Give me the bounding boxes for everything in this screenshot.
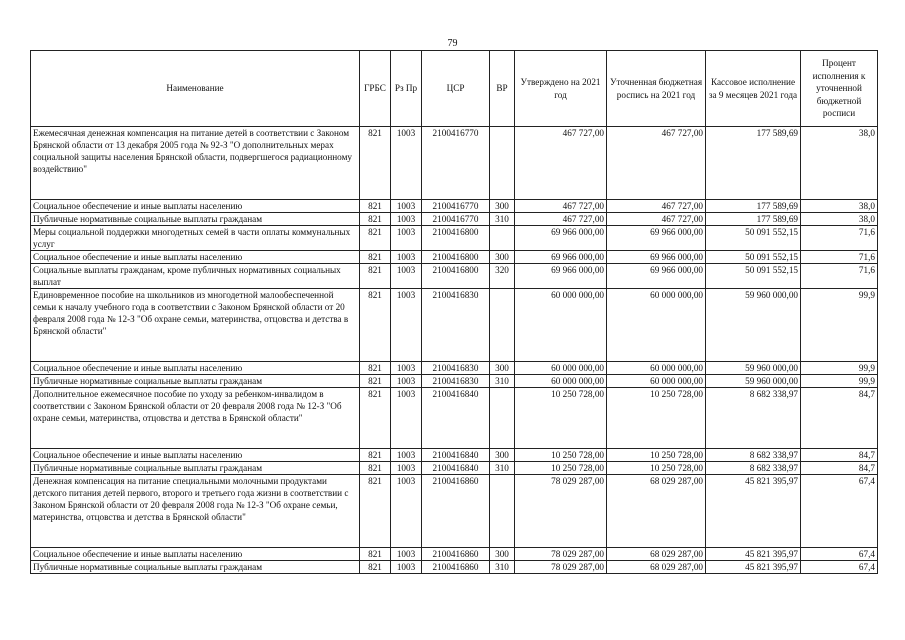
header-csr: ЦСР	[422, 51, 490, 127]
cell-vr	[490, 289, 515, 362]
table-row	[31, 548, 878, 561]
cell-rzpr: 1003	[391, 561, 422, 574]
cell-cash: 59 960 000,00	[706, 375, 801, 388]
header-grbs: ГРБС	[360, 51, 391, 127]
table-row	[31, 462, 878, 475]
cell-percent: 99,9	[801, 362, 878, 375]
cell-percent: 38,0	[801, 127, 878, 200]
cell-grbs: 821	[360, 548, 391, 561]
cell-refined: 69 966 000,00	[607, 264, 706, 289]
cell-approved: 78 029 287,00	[515, 548, 607, 561]
cell-grbs: 821	[360, 251, 391, 264]
table-row	[31, 449, 878, 462]
table-row	[31, 226, 878, 251]
cell-vr	[490, 127, 515, 200]
cell-approved: 467 727,00	[515, 213, 607, 226]
cell-name: Ежемесячная денежная компенсация на питание детей в соответствии с Законом Брянской области от 13 декабря 2005 года № 92-З "О дополнительных мерах социальной защиты населения Брянской области, подвергшегося радиационному воздействию"	[31, 127, 360, 200]
cell-rzpr: 1003	[391, 375, 422, 388]
cell-rzpr: 1003	[391, 127, 422, 200]
cell-csr: 2100416830	[422, 362, 490, 375]
cell-vr: 300	[490, 548, 515, 561]
cell-refined: 467 727,00	[607, 127, 706, 200]
cell-vr: 310	[490, 375, 515, 388]
cell-grbs: 821	[360, 388, 391, 449]
cell-refined: 10 250 728,00	[607, 388, 706, 449]
cell-name: Денежная компенсация на питание специальными молочными продуктами детского питания детей первого, второго и третьего года жизни в соответствии с Законом Брянской области от 20 февраля 2008 года № 12-З "Об охране семьи, материнства, отцовства и детства в Брянской области"	[31, 475, 360, 548]
header-rzpr: Рз Пр	[391, 51, 422, 127]
cell-vr: 300	[490, 251, 515, 264]
cell-percent: 67,4	[801, 548, 878, 561]
cell-grbs: 821	[360, 127, 391, 200]
cell-grbs: 821	[360, 264, 391, 289]
cell-percent: 99,9	[801, 375, 878, 388]
cell-percent: 99,9	[801, 289, 878, 362]
cell-refined: 68 029 287,00	[607, 548, 706, 561]
cell-percent: 71,6	[801, 226, 878, 251]
cell-approved: 78 029 287,00	[515, 475, 607, 548]
cell-rzpr: 1003	[391, 289, 422, 362]
cell-grbs: 821	[360, 561, 391, 574]
cell-name: Публичные нормативные социальные выплаты гражданам	[31, 375, 360, 388]
cell-grbs: 821	[360, 226, 391, 251]
cell-refined: 60 000 000,00	[607, 289, 706, 362]
cell-vr: 300	[490, 362, 515, 375]
cell-name: Публичные нормативные социальные выплаты гражданам	[31, 462, 360, 475]
cell-csr: 2100416860	[422, 561, 490, 574]
cell-cash: 50 091 552,15	[706, 226, 801, 251]
cell-cash: 59 960 000,00	[706, 289, 801, 362]
header-cash: Кассовое исполнение за 9 месяцев 2021 года	[706, 51, 801, 127]
cell-cash: 177 589,69	[706, 213, 801, 226]
header-name: Наименование	[31, 51, 360, 127]
cell-refined: 467 727,00	[607, 200, 706, 213]
cell-cash: 45 821 395,97	[706, 561, 801, 574]
cell-rzpr: 1003	[391, 213, 422, 226]
header-refined: Уточненная бюджетная роспись на 2021 год	[607, 51, 706, 127]
cell-percent: 38,0	[801, 213, 878, 226]
cell-csr: 2100416830	[422, 375, 490, 388]
cell-percent: 84,7	[801, 388, 878, 449]
cell-rzpr: 1003	[391, 548, 422, 561]
cell-vr: 310	[490, 462, 515, 475]
cell-refined: 60 000 000,00	[607, 362, 706, 375]
cell-vr: 300	[490, 200, 515, 213]
cell-rzpr: 1003	[391, 264, 422, 289]
cell-csr: 2100416840	[422, 449, 490, 462]
cell-csr: 2100416840	[422, 388, 490, 449]
cell-vr	[490, 388, 515, 449]
cell-approved: 467 727,00	[515, 127, 607, 200]
cell-name: Социальное обеспечение и иные выплаты населению	[31, 362, 360, 375]
cell-rzpr: 1003	[391, 251, 422, 264]
cell-rzpr: 1003	[391, 475, 422, 548]
table-row	[31, 264, 878, 289]
cell-refined: 69 966 000,00	[607, 226, 706, 251]
cell-refined: 10 250 728,00	[607, 449, 706, 462]
cell-cash: 177 589,69	[706, 127, 801, 200]
cell-rzpr: 1003	[391, 200, 422, 213]
cell-cash: 8 682 338,97	[706, 449, 801, 462]
header-percent: Процент исполнения к уточненной бюджетной росписи	[801, 51, 878, 127]
cell-refined: 467 727,00	[607, 213, 706, 226]
cell-cash: 50 091 552,15	[706, 251, 801, 264]
cell-csr: 2100416860	[422, 475, 490, 548]
cell-approved: 10 250 728,00	[515, 449, 607, 462]
cell-approved: 78 029 287,00	[515, 561, 607, 574]
cell-approved: 60 000 000,00	[515, 289, 607, 362]
cell-name: Дополнительное ежемесячное пособие по уходу за ребенком-инвалидом в соответствии с Законом Брянской области от 20 февраля 2008 года № 12-З "Об охране семьи, материнства, отцовства и детства в Брянской области"	[31, 388, 360, 449]
cell-vr	[490, 475, 515, 548]
cell-vr: 300	[490, 449, 515, 462]
table-row	[31, 388, 878, 449]
cell-approved: 60 000 000,00	[515, 375, 607, 388]
header-vr: ВР	[490, 51, 515, 127]
cell-cash: 45 821 395,97	[706, 475, 801, 548]
table-row	[31, 200, 878, 213]
cell-grbs: 821	[360, 375, 391, 388]
cell-csr: 2100416830	[422, 289, 490, 362]
cell-csr: 2100416770	[422, 127, 490, 200]
cell-grbs: 821	[360, 362, 391, 375]
cell-approved: 69 966 000,00	[515, 226, 607, 251]
table-row	[31, 213, 878, 226]
cell-csr: 2100416770	[422, 200, 490, 213]
cell-cash: 45 821 395,97	[706, 548, 801, 561]
cell-refined: 60 000 000,00	[607, 375, 706, 388]
cell-rzpr: 1003	[391, 362, 422, 375]
cell-cash: 59 960 000,00	[706, 362, 801, 375]
cell-rzpr: 1003	[391, 388, 422, 449]
cell-refined: 69 966 000,00	[607, 251, 706, 264]
table-row	[31, 561, 878, 574]
cell-refined: 10 250 728,00	[607, 462, 706, 475]
cell-grbs: 821	[360, 462, 391, 475]
cell-name: Социальные выплаты гражданам, кроме публичных нормативных социальных выплат	[31, 264, 360, 289]
cell-csr: 2100416840	[422, 462, 490, 475]
cell-approved: 10 250 728,00	[515, 462, 607, 475]
cell-percent: 84,7	[801, 462, 878, 475]
cell-vr: 320	[490, 264, 515, 289]
cell-refined: 68 029 287,00	[607, 475, 706, 548]
cell-percent: 84,7	[801, 449, 878, 462]
table-row	[31, 375, 878, 388]
cell-csr: 2100416800	[422, 226, 490, 251]
cell-percent: 67,4	[801, 561, 878, 574]
cell-grbs: 821	[360, 475, 391, 548]
cell-name: Социальное обеспечение и иные выплаты населению	[31, 200, 360, 213]
cell-percent: 67,4	[801, 475, 878, 548]
cell-approved: 467 727,00	[515, 200, 607, 213]
table-row	[31, 127, 878, 200]
cell-percent: 71,6	[801, 251, 878, 264]
cell-approved: 60 000 000,00	[515, 362, 607, 375]
cell-cash: 177 589,69	[706, 200, 801, 213]
table-row	[31, 362, 878, 375]
cell-vr	[490, 226, 515, 251]
page-number: 79	[447, 38, 458, 49]
cell-vr: 310	[490, 213, 515, 226]
cell-name: Социальное обеспечение и иные выплаты населению	[31, 449, 360, 462]
table-row	[31, 289, 878, 362]
cell-name: Единовременное пособие на школьников из многодетной малообеспеченной семьи к началу учебного года в соответствии с Законом Брянской области от 20 февраля 2008 года № 12-З "Об охране семьи, материнства, отцовства и детства в Брянской области"	[31, 289, 360, 362]
cell-refined: 68 029 287,00	[607, 561, 706, 574]
table-row	[31, 251, 878, 264]
cell-cash: 8 682 338,97	[706, 462, 801, 475]
budget-table	[30, 50, 878, 574]
cell-rzpr: 1003	[391, 449, 422, 462]
cell-grbs: 821	[360, 289, 391, 362]
cell-vr: 310	[490, 561, 515, 574]
cell-name: Социальное обеспечение и иные выплаты населению	[31, 548, 360, 561]
cell-csr: 2100416860	[422, 548, 490, 561]
cell-name: Публичные нормативные социальные выплаты гражданам	[31, 561, 360, 574]
cell-csr: 2100416800	[422, 251, 490, 264]
cell-grbs: 821	[360, 213, 391, 226]
cell-rzpr: 1003	[391, 226, 422, 251]
table-row	[31, 475, 878, 548]
cell-csr: 2100416770	[422, 213, 490, 226]
cell-approved: 69 966 000,00	[515, 264, 607, 289]
cell-approved: 10 250 728,00	[515, 388, 607, 449]
cell-percent: 38,0	[801, 200, 878, 213]
header-approved: Утверждено на 2021 год	[515, 51, 607, 127]
cell-percent: 71,6	[801, 264, 878, 289]
cell-name: Публичные нормативные социальные выплаты гражданам	[31, 213, 360, 226]
cell-grbs: 821	[360, 200, 391, 213]
table-header-row	[31, 51, 878, 127]
cell-csr: 2100416800	[422, 264, 490, 289]
cell-cash: 8 682 338,97	[706, 388, 801, 449]
cell-approved: 69 966 000,00	[515, 251, 607, 264]
cell-rzpr: 1003	[391, 462, 422, 475]
cell-name: Социальное обеспечение и иные выплаты населению	[31, 251, 360, 264]
cell-cash: 50 091 552,15	[706, 264, 801, 289]
cell-grbs: 821	[360, 449, 391, 462]
cell-name: Меры социальной поддержки многодетных семей в части оплаты коммунальных услуг	[31, 226, 360, 251]
